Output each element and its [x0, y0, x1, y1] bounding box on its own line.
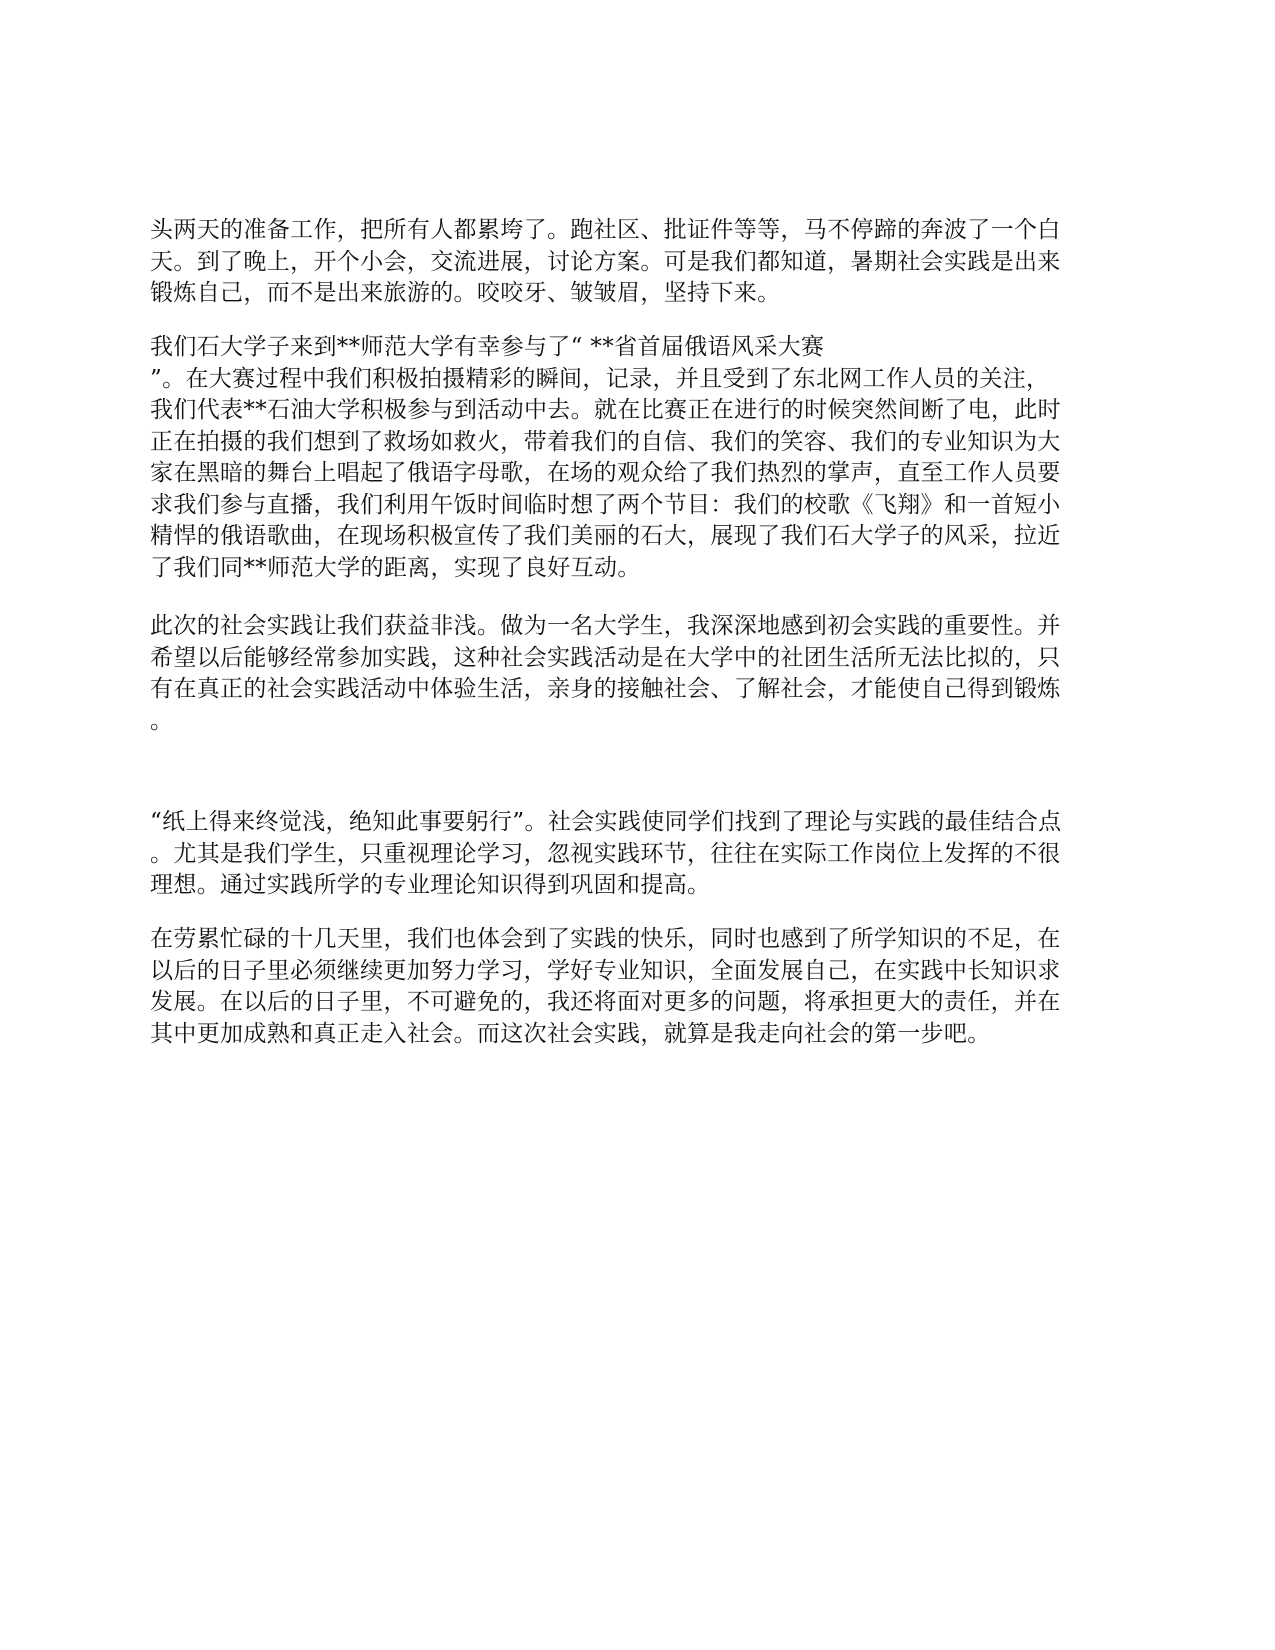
document-page: [150, 0, 1128, 1650]
paragraph-line: 锻炼自己，而不是出来旅游的。咬咬牙、皱皱眉，坚持下来。: [150, 280, 781, 306]
paragraph-line: “纸上得来终觉浅，绝知此事要躬行”。社会实践使同学们找到了理论与实践的最佳结合点: [150, 809, 1062, 835]
paragraph-3: [150, 611, 1061, 737]
paragraph-line: 天。到了晚上，开个小会，交流进展，讨论方案。可是我们都知道，暑期社会实践是出来: [150, 248, 1061, 275]
paragraph-line: 此次的社会实践让我们获益非浅。做为一名大学生，我深深地感到初会实践的重要性。并: [150, 613, 1061, 639]
paragraph-line: 我们代表**石油大学积极参与到活动中去。就在比赛正在进行的时候突然间断了电，此时: [150, 397, 1061, 423]
paragraph-line: 正在拍摄的我们想到了救场如救火，带着我们的自信、我们的笑容、我们的专业知识为大: [150, 428, 1061, 455]
paragraph-line: 了我们同**师范大学的距离，实现了良好互动。: [150, 554, 641, 581]
paragraph-line: 在劳累忙碌的十几天里，我们也体会到了实践的快乐，同时也感到了所学知识的不足，在: [150, 926, 1061, 952]
paragraph-line: 。尤其是我们学生，只重视理论学习，忽视实践环节，往往在实际工作岗位上发挥的不很: [150, 840, 1061, 867]
paragraph-5: [150, 924, 1061, 1050]
paragraph-line: 。: [150, 707, 174, 734]
paragraph-line: ”。在大赛过程中我们积极拍摄精彩的瞬间，记录，并且受到了东北网工作人员的关注，: [150, 365, 1050, 392]
paragraph-line: 希望以后能够经常参加实践，这种社会实践活动是在大学中的社团生活所无法比拟的，只: [150, 644, 1061, 671]
paragraph-line: 我们石大学子来到**师范大学有幸参与了“ **省首届俄语风采大赛: [150, 334, 825, 360]
paragraph-line: 其中更加成熟和真正走入社会。而这次社会实践，就算是我走向社会的第一步吧。: [150, 1020, 991, 1047]
paragraph-line: 以后的日子里必须继续更加努力学习，学好专业知识，全面发展自己，在实践中长知识求: [150, 957, 1061, 984]
paragraph-line: 有在真正的社会实践活动中体验生活，亲身的接触社会、了解社会，才能使自己得到锻炼: [150, 676, 1061, 702]
paragraph-1: [150, 215, 1061, 310]
paragraph-line: 理想。通过实践所学的专业理论知识得到巩固和提高。: [150, 872, 711, 898]
paragraph-line: 精悍的俄语歌曲，在现场积极宣传了我们美丽的石大，展现了我们石大学子的风采，拉近: [150, 523, 1061, 549]
paragraph-line: 发展。在以后的日子里，不可避免的，我还将面对更多的问题，将承担更大的责任，并在: [150, 989, 1061, 1015]
paragraph-4: [150, 807, 1062, 902]
paragraph-line: 家在黑暗的舞台上唱起了俄语字母歌，在场的观众给了我们热烈的掌声，直至工作人员要: [150, 460, 1061, 486]
paragraph-line: 求我们参与直播，我们利用午饭时间临时想了两个节目：我们的校歌《飞翔》和一首短小: [150, 491, 1061, 518]
paragraph-2: [150, 332, 1061, 584]
paragraph-line: 头两天的准备工作，把所有人都累垮了。跑社区、批证件等等，马不停蹄的奔波了一个白: [150, 217, 1061, 243]
